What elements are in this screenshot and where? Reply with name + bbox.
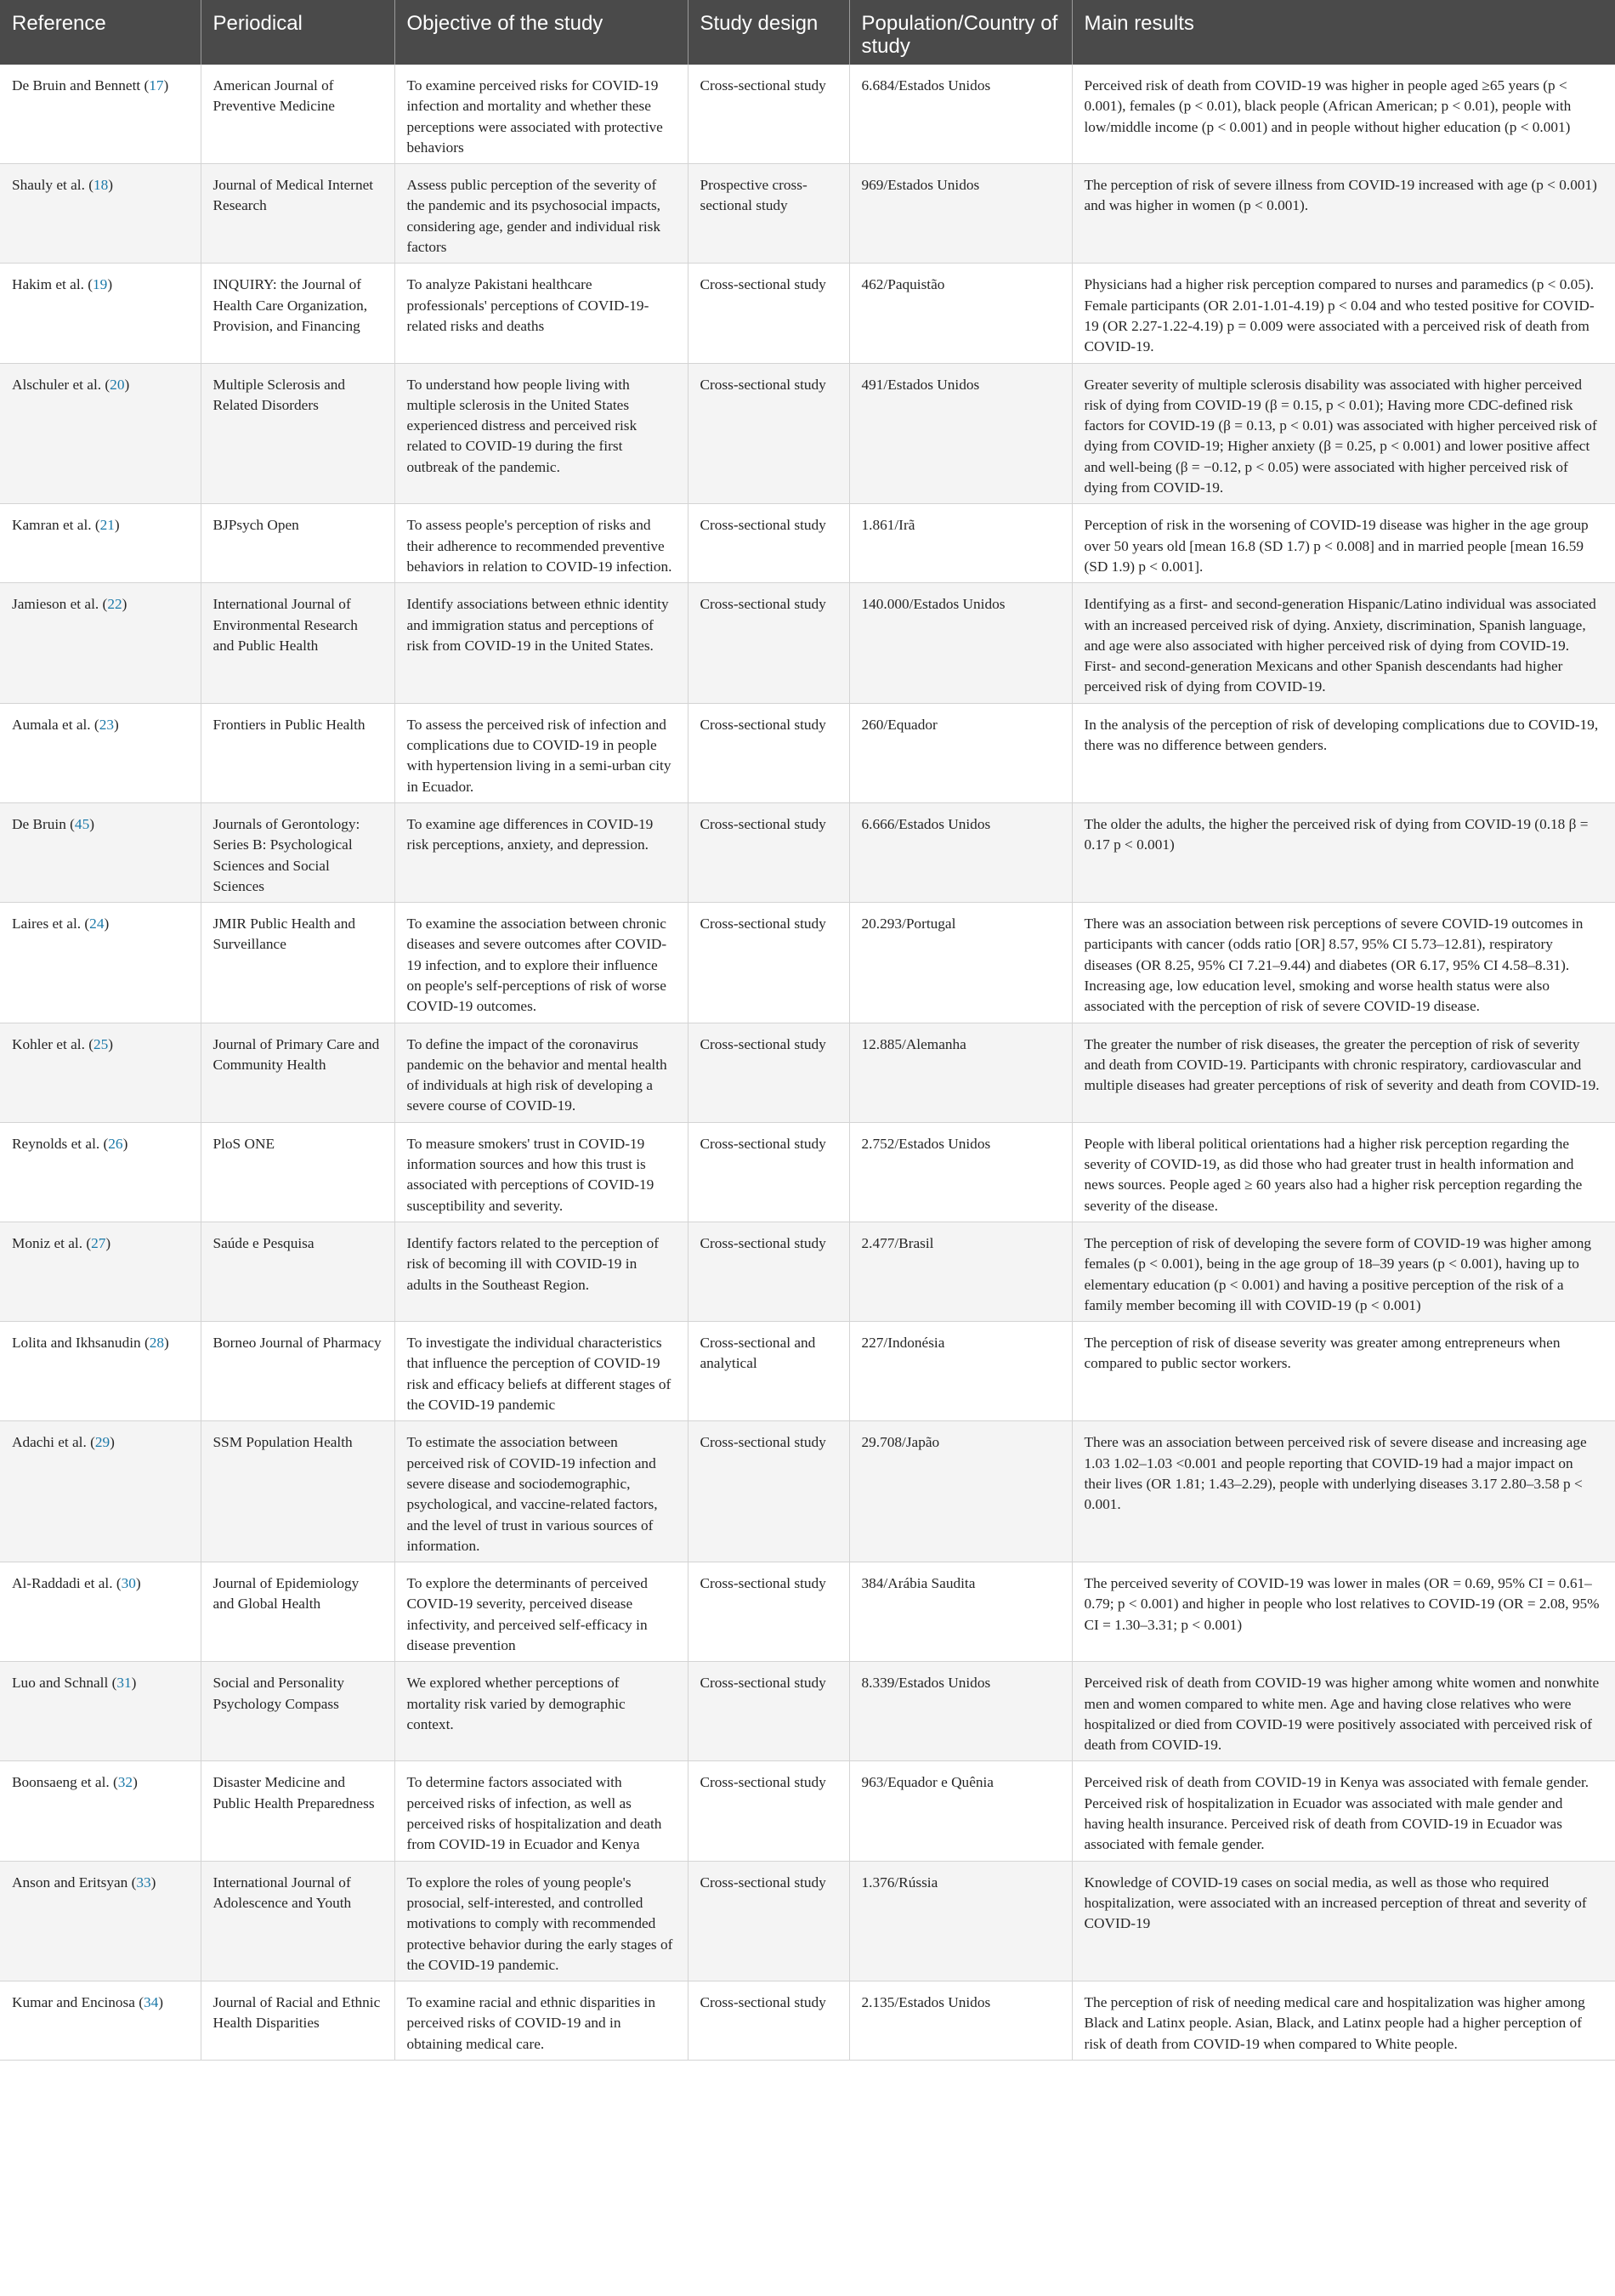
- reference-authors: Hakim et al.: [12, 276, 84, 293]
- cell-objective: To investigate the individual characteristics that influence the perception of COVID-19 risk and efficacy beliefs at different stages of the COVID-19 pandemic: [394, 1322, 688, 1421]
- cell-main-results: People with liberal political orientations had a higher risk perception regarding the severity of COVID-19, as did those who had greater trust in health information and news sources. People aged ≥ 60 years also had a higher risk perception regarding the severity of the disease.: [1072, 1122, 1615, 1222]
- cell-reference: Al-Raddadi et al. (30): [0, 1562, 201, 1662]
- reference-authors: Boonsaeng et al.: [12, 1774, 110, 1791]
- cell-population: 29.708/Japão: [849, 1421, 1072, 1562]
- citation-link[interactable]: 22: [107, 596, 122, 613]
- cell-main-results: Identifying as a first- and second-generation Hispanic/Latino individual was associated with an increased perceived risk of dying. Anxiety, discrimination, Spanish language, and age were also associated with higher perceived risk of dying from COVID-19. First- and second-generation Mexicans and other Spanish descendants had higher perceived risk of dying from COVID-19.: [1072, 583, 1615, 703]
- reference-authors: Anson and Eritsyan: [12, 1874, 128, 1891]
- cell-main-results: The older the adults, the higher the perceived risk of dying from COVID-19 (0.18 β = 0.17 p < 0.001): [1072, 802, 1615, 902]
- cell-main-results: Perception of risk in the worsening of COVID-19 disease was higher in the age group over 50 years old [mean 16.8 (SD 1.7) p < 0.008] and in married people [mean 16.59 (SD 1.9) p < 0.001].: [1072, 504, 1615, 583]
- reference-authors: Kumar and Encinosa: [12, 1994, 135, 2011]
- table-row: [0, 583, 1615, 703]
- table-row: [0, 1981, 1615, 2061]
- table-row: [0, 1322, 1615, 1421]
- cell-reference: Anson and Eritsyan (33): [0, 1861, 201, 1981]
- header-objective: Objective of the study: [394, 0, 688, 65]
- table-row: [0, 164, 1615, 264]
- cell-reference: Kumar and Encinosa (34): [0, 1981, 201, 2061]
- reference-authors: Lolita and Ikhsanudin: [12, 1335, 141, 1352]
- cell-reference: Shauly et al. (18): [0, 164, 201, 264]
- cell-objective: To examine the association between chronic diseases and severe outcomes after COVID-19 infection, and to explore their influence on people's self-perceptions of risk of worse COVID-19 outcomes.: [394, 903, 688, 1023]
- cell-reference: Kamran et al. (21): [0, 504, 201, 583]
- cell-study-design: Cross-sectional study: [688, 1662, 849, 1761]
- table-body: [0, 65, 1615, 2061]
- reference-authors: Alschuler et al.: [12, 376, 102, 393]
- citation-link[interactable]: 34: [144, 1994, 159, 2011]
- reference-authors: Luo and Schnall: [12, 1675, 109, 1692]
- reference-authors: Al-Raddadi et al.: [12, 1575, 113, 1592]
- cell-population: 227/Indonésia: [849, 1322, 1072, 1421]
- table-row: [0, 1761, 1615, 1861]
- cell-periodical: Journals of Gerontology: Series B: Psychological Sciences and Social Sciences: [201, 802, 394, 902]
- cell-reference: Reynolds et al. (26): [0, 1122, 201, 1222]
- reference-authors: Kamran et al.: [12, 517, 92, 534]
- citation-link[interactable]: 17: [149, 77, 164, 94]
- cell-reference: Moniz et al. (27): [0, 1222, 201, 1321]
- cell-reference: Adachi et al. (29): [0, 1421, 201, 1562]
- cell-population: 140.000/Estados Unidos: [849, 583, 1072, 703]
- cell-study-design: Prospective cross-sectional study: [688, 164, 849, 264]
- cell-population: 462/Paquistão: [849, 264, 1072, 363]
- cell-population: 2.477/Brasil: [849, 1222, 1072, 1321]
- cell-study-design: Cross-sectional study: [688, 903, 849, 1023]
- reference-authors: Adachi et al.: [12, 1434, 87, 1451]
- table-row: [0, 1122, 1615, 1222]
- cell-population: 384/Arábia Saudita: [849, 1562, 1072, 1662]
- cell-main-results: Physicians had a higher risk perception compared to nurses and paramedics (p < 0.05). Female participants (OR 2.01-1.01-4.19) p < 0.04 and who tested positive for COVID-19 (OR 2.27-1.22-4.19) p = 0.009 were associated with a perceived risk of death from COVID-19.: [1072, 264, 1615, 363]
- cell-objective: Assess public perception of the severity of the pandemic and its psychosocial impacts, considering age, gender and individual risk factors: [394, 164, 688, 264]
- cell-objective: To assess the perceived risk of infection and complications due to COVID-19 in people with hypertension living in a semi-urban city in Ecuador.: [394, 703, 688, 802]
- cell-population: 969/Estados Unidos: [849, 164, 1072, 264]
- cell-objective: To examine age differences in COVID-19 risk perceptions, anxiety, and depression.: [394, 802, 688, 902]
- cell-study-design: Cross-sectional and analytical: [688, 1322, 849, 1421]
- header-reference: Reference: [0, 0, 201, 65]
- cell-objective: To examine racial and ethnic disparities in perceived risks of COVID-19 and in obtaining medical care.: [394, 1981, 688, 2061]
- cell-objective: To explore the roles of young people's prosocial, self-interested, and controlled motivations to comply with recommended protective behavior during the early stages of the COVID-19 pandemic.: [394, 1861, 688, 1981]
- cell-periodical: Frontiers in Public Health: [201, 703, 394, 802]
- cell-population: 2.135/Estados Unidos: [849, 1981, 1072, 2061]
- citation-link[interactable]: 27: [91, 1234, 106, 1251]
- cell-periodical: International Journal of Environmental Research and Public Health: [201, 583, 394, 703]
- citation-link[interactable]: 45: [74, 815, 90, 832]
- cell-reference: Jamieson et al. (22): [0, 583, 201, 703]
- table-row: [0, 1023, 1615, 1122]
- cell-periodical: Journal of Racial and Ethnic Health Disparities: [201, 1981, 394, 2061]
- citation-link[interactable]: 31: [116, 1675, 132, 1692]
- cell-reference: Aumala et al. (23): [0, 703, 201, 802]
- cell-population: 6.666/Estados Unidos: [849, 802, 1072, 902]
- cell-study-design: Cross-sectional study: [688, 1861, 849, 1981]
- cell-main-results: Knowledge of COVID-19 cases on social media, as well as those who required hospitalization, were associated with an increased perception of threat and severity of COVID-19: [1072, 1861, 1615, 1981]
- reference-authors: Shauly et al.: [12, 177, 85, 194]
- cell-main-results: Greater severity of multiple sclerosis disability was associated with higher perceived risk of dying from COVID-19 (β = 0.15, p < 0.01); Having more CDC-defined risk factors for COVID-19 (β = 0.13, p < 0.01) was associated with higher perceived risk of dying from COVID-19; Higher anxiety (β = 0.25, p < 0.001) and lower positive affect and well-being (β = −0.12, p < 0.05) were associated with higher perceived risk of dying from COVID-19.: [1072, 363, 1615, 504]
- cell-reference: Laires et al. (24): [0, 903, 201, 1023]
- cell-reference: Boonsaeng et al. (32): [0, 1761, 201, 1861]
- reference-authors: Reynolds et al.: [12, 1135, 100, 1152]
- table-row: [0, 802, 1615, 902]
- cell-objective: We explored whether perceptions of mortality risk varied by demographic context.: [394, 1662, 688, 1761]
- cell-main-results: There was an association between risk perceptions of severe COVID-19 outcomes in participants with cancer (odds ratio [OR] 8.57, 95% CI 5.73–12.81), respiratory diseases (OR 8.25, 95% CI 7.21–9.44) and diabetes (OR 6.17, 95% CI 4.58–8.31). Increasing age, low education level, smoking and worse health status were also associated with the perception of risk of severe COVID-19 disease.: [1072, 903, 1615, 1023]
- table-row: [0, 65, 1615, 164]
- cell-population: 6.684/Estados Unidos: [849, 65, 1072, 164]
- cell-objective: Identify factors related to the perception of risk of becoming ill with COVID-19 in adults in the Southeast Region.: [394, 1222, 688, 1321]
- cell-study-design: Cross-sectional study: [688, 264, 849, 363]
- cell-objective: To explore the determinants of perceived COVID-19 severity, perceived disease infectivity, and perceived self-efficacy in disease prevention: [394, 1562, 688, 1662]
- cell-main-results: In the analysis of the perception of risk of developing complications due to COVID-19, there was no difference between genders.: [1072, 703, 1615, 802]
- table-row: [0, 1222, 1615, 1321]
- reference-authors: Jamieson et al.: [12, 596, 99, 613]
- cell-study-design: Cross-sectional study: [688, 1562, 849, 1662]
- cell-study-design: Cross-sectional study: [688, 1222, 849, 1321]
- table-row: [0, 1562, 1615, 1662]
- citation-link[interactable]: 32: [117, 1774, 133, 1791]
- cell-objective: Identify associations between ethnic identity and immigration status and perceptions of risk from COVID-19 in the United States.: [394, 583, 688, 703]
- cell-periodical: Social and Personality Psychology Compass: [201, 1662, 394, 1761]
- cell-main-results: Perceived risk of death from COVID-19 was higher in people aged ≥65 years (p < 0.001), females (p < 0.01), black people (African American; p < 0.01), people with low/middle income (p < 0.001) and in people without higher education (p < 0.001): [1072, 65, 1615, 164]
- citation-link[interactable]: 26: [108, 1135, 123, 1152]
- cell-reference: Hakim et al. (19): [0, 264, 201, 363]
- cell-main-results: There was an association between perceived risk of severe disease and increasing age 1.03 1.02–1.03 <0.001 and people reporting that COVID-19 had a major impact on their lives (OR 1.81; 1.43–2.29), people with underlying diseases 3.17 2.80–3.58 p < 0.001.: [1072, 1421, 1615, 1562]
- cell-study-design: Cross-sectional study: [688, 1421, 849, 1562]
- cell-reference: De Bruin and Bennett (17): [0, 65, 201, 164]
- table-row: [0, 1861, 1615, 1981]
- cell-main-results: Perceived risk of death from COVID-19 in Kenya was associated with female gender. Perceived risk of hospitalization in Ecuador was associated with male gender and having health insurance. Perceived risk of death from COVID-19 in Ecuador was associated with female gender.: [1072, 1761, 1615, 1861]
- cell-study-design: Cross-sectional study: [688, 703, 849, 802]
- cell-main-results: The perception of risk of severe illness from COVID-19 increased with age (p < 0.001) and was higher in women (p < 0.001).: [1072, 164, 1615, 264]
- reference-authors: Moniz et al.: [12, 1234, 83, 1251]
- cell-reference: Lolita and Ikhsanudin (28): [0, 1322, 201, 1421]
- table-row: [0, 504, 1615, 583]
- cell-objective: To assess people's perception of risks and their adherence to recommended preventive behaviors in relation to COVID-19 infection.: [394, 504, 688, 583]
- table-header: [0, 0, 1615, 65]
- cell-study-design: Cross-sectional study: [688, 65, 849, 164]
- cell-periodical: Saúde e Pesquisa: [201, 1222, 394, 1321]
- cell-periodical: BJPsych Open: [201, 504, 394, 583]
- table-row: [0, 363, 1615, 504]
- cell-main-results: The greater the number of risk diseases, the greater the perception of risk of severity and death from COVID-19. Participants with chronic respiratory, cardiovascular and multiple diseases had greater perceptions of risk of severity and death from COVID-19.: [1072, 1023, 1615, 1122]
- cell-reference: Luo and Schnall (31): [0, 1662, 201, 1761]
- cell-main-results: The perception of risk of disease severity was greater among entrepreneurs when compared to public sector workers.: [1072, 1322, 1615, 1421]
- citation-link[interactable]: 20: [110, 376, 125, 393]
- cell-periodical: INQUIRY: the Journal of Health Care Organization, Provision, and Financing: [201, 264, 394, 363]
- citation-link[interactable]: 33: [136, 1874, 151, 1891]
- cell-objective: To understand how people living with multiple sclerosis in the United States experienced distress and perceived risk related to COVID-19 during the first outbreak of the pandemic.: [394, 363, 688, 504]
- cell-periodical: Journal of Medical Internet Research: [201, 164, 394, 264]
- reference-authors: De Bruin: [12, 815, 66, 832]
- cell-objective: To define the impact of the coronavirus pandemic on the behavior and mental health of individuals at high risk of developing a severe course of COVID-19.: [394, 1023, 688, 1122]
- reference-authors: De Bruin and Bennett: [12, 77, 141, 94]
- citation-link[interactable]: 29: [94, 1434, 110, 1451]
- table-row: [0, 264, 1615, 363]
- header-periodical: Periodical: [201, 0, 394, 65]
- table-row: [0, 1421, 1615, 1562]
- table-row: [0, 703, 1615, 802]
- cell-main-results: Perceived risk of death from COVID-19 was higher among white women and nonwhite men and women compared to white men. Age and having close relatives who were hospitalized or died from COVID-19 were positively associated with perceived risk of death from COVID-19.: [1072, 1662, 1615, 1761]
- cell-reference: Alschuler et al. (20): [0, 363, 201, 504]
- cell-study-design: Cross-sectional study: [688, 1122, 849, 1222]
- table-row: [0, 1662, 1615, 1761]
- cell-main-results: The perception of risk of needing medical care and hospitalization was higher among Black and Latinx people. Asian, Black, and Latinx people had a higher perception of risk of death from COVID-19 when compared to White people.: [1072, 1981, 1615, 2061]
- cell-periodical: American Journal of Preventive Medicine: [201, 65, 394, 164]
- cell-periodical: PloS ONE: [201, 1122, 394, 1222]
- citation-link[interactable]: 19: [93, 276, 108, 293]
- cell-study-design: Cross-sectional study: [688, 1981, 849, 2061]
- citation-link[interactable]: 23: [99, 716, 114, 733]
- cell-objective: To analyze Pakistani healthcare professionals' perceptions of COVID-19-related risks and deaths: [394, 264, 688, 363]
- cell-reference: Kohler et al. (25): [0, 1023, 201, 1122]
- cell-reference: De Bruin (45): [0, 802, 201, 902]
- cell-study-design: Cross-sectional study: [688, 363, 849, 504]
- cell-periodical: JMIR Public Health and Surveillance: [201, 903, 394, 1023]
- reference-authors: Aumala et al.: [12, 716, 91, 733]
- cell-population: 963/Equador e Quênia: [849, 1761, 1072, 1861]
- cell-periodical: Multiple Sclerosis and Related Disorders: [201, 363, 394, 504]
- cell-periodical: SSM Population Health: [201, 1421, 394, 1562]
- cell-periodical: Disaster Medicine and Public Health Preparedness: [201, 1761, 394, 1861]
- cell-population: 12.885/Alemanha: [849, 1023, 1072, 1122]
- cell-population: 8.339/Estados Unidos: [849, 1662, 1072, 1761]
- cell-objective: To measure smokers' trust in COVID-19 information sources and how this trust is associated with perceptions of COVID-19 susceptibility and severity.: [394, 1122, 688, 1222]
- cell-periodical: International Journal of Adolescence and Youth: [201, 1861, 394, 1981]
- cell-population: 1.376/Rússia: [849, 1861, 1072, 1981]
- cell-population: 20.293/Portugal: [849, 903, 1072, 1023]
- reference-authors: Laires et al.: [12, 916, 82, 933]
- citation-link[interactable]: 24: [89, 916, 105, 933]
- cell-periodical: Journal of Epidemiology and Global Health: [201, 1562, 394, 1662]
- cell-study-design: Cross-sectional study: [688, 504, 849, 583]
- cell-population: 1.861/Irã: [849, 504, 1072, 583]
- cell-periodical: Borneo Journal of Pharmacy: [201, 1322, 394, 1421]
- cell-periodical: Journal of Primary Care and Community Health: [201, 1023, 394, 1122]
- header-study-design: Study design: [688, 0, 849, 65]
- citation-link[interactable]: 25: [93, 1035, 109, 1052]
- header-main-results: Main results: [1072, 0, 1615, 65]
- cell-study-design: Cross-sectional study: [688, 802, 849, 902]
- cell-study-design: Cross-sectional study: [688, 1761, 849, 1861]
- cell-population: 2.752/Estados Unidos: [849, 1122, 1072, 1222]
- reference-authors: Kohler et al.: [12, 1035, 85, 1052]
- cell-study-design: Cross-sectional study: [688, 583, 849, 703]
- cell-main-results: The perceived severity of COVID-19 was lower in males (OR = 0.69, 95% CI = 0.61–0.79; p < 0.001) and higher in people who lost relatives to COVID-19 (OR = 2.08, 95% CI = 1.30–3.31; p < 0.001): [1072, 1562, 1615, 1662]
- cell-objective: To examine perceived risks for COVID-19 infection and mortality and whether these perceptions were associated with protective behaviors: [394, 65, 688, 164]
- cell-population: 491/Estados Unidos: [849, 363, 1072, 504]
- table-row: [0, 903, 1615, 1023]
- citation-link[interactable]: 30: [121, 1575, 136, 1592]
- cell-objective: To determine factors associated with perceived risks of infection, as well as perceived risks of hospitalization and death from COVID-19 in Ecuador and Kenya: [394, 1761, 688, 1861]
- citation-link[interactable]: 18: [94, 177, 109, 194]
- cell-study-design: Cross-sectional study: [688, 1023, 849, 1122]
- cell-objective: To estimate the association between perceived risk of COVID-19 infection and severe disease and sociodemographic, psychological, and vaccine-related factors, and the level of trust in various sources of information.: [394, 1421, 688, 1562]
- cell-main-results: The perception of risk of developing the severe form of COVID-19 was higher among females (p < 0.001), being in the age group of 18–39 years (p < 0.001), having up to elementary education (p < 0.001) and having a positive perception of the risk of a family member becoming ill with COVID-19 (p < 0.001): [1072, 1222, 1615, 1321]
- citation-link[interactable]: 28: [149, 1335, 165, 1352]
- header-population: Population/Country of study: [849, 0, 1072, 65]
- cell-population: 260/Equador: [849, 703, 1072, 802]
- citation-link[interactable]: 21: [99, 517, 115, 534]
